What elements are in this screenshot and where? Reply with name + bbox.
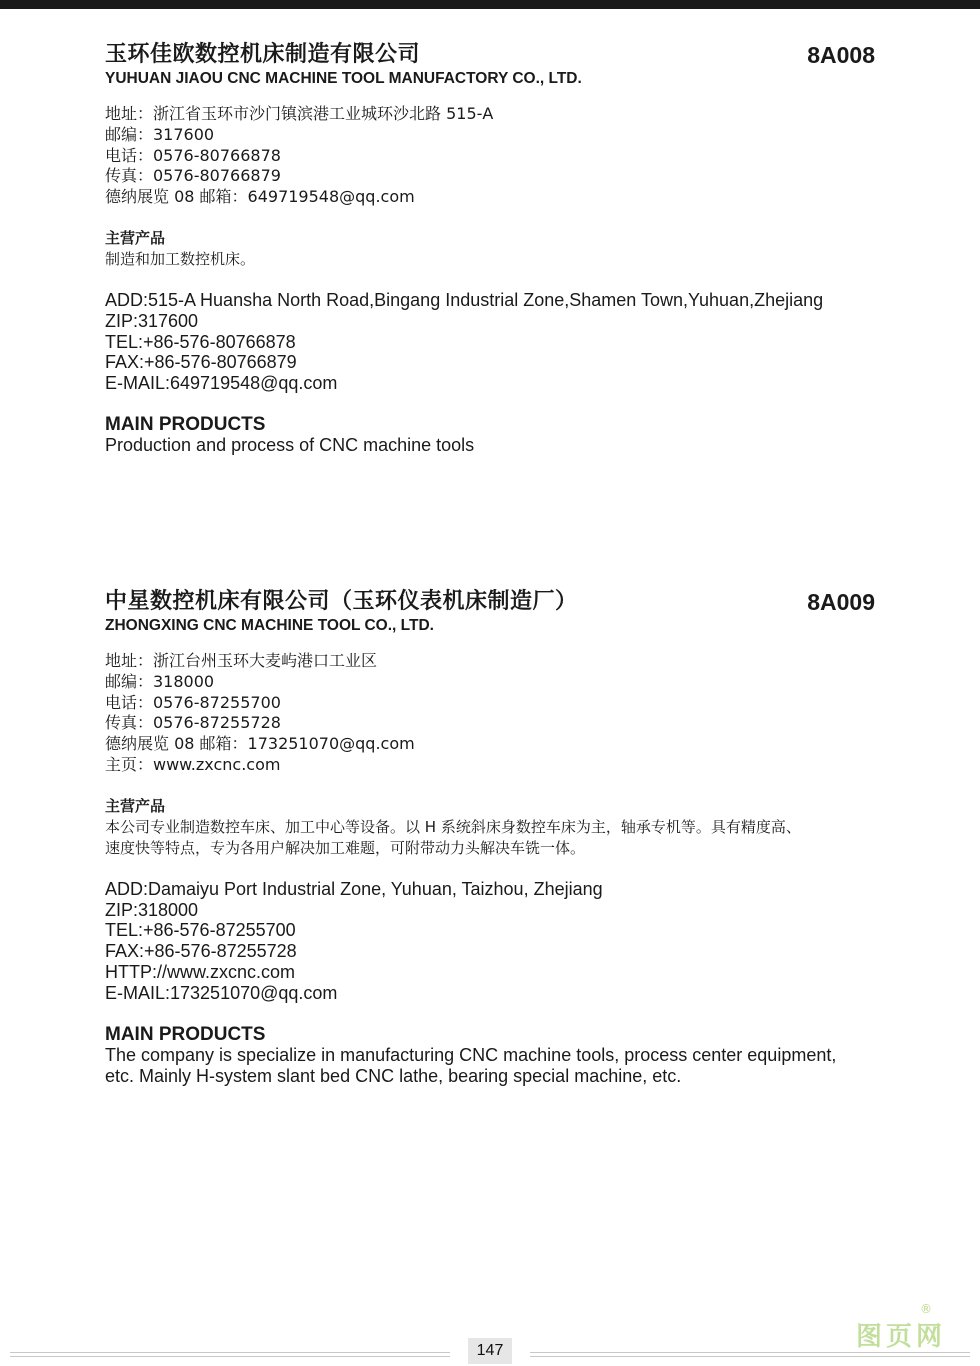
contact-list-cn [105, 651, 880, 776]
website-en: HTTP://www.zxcnc.com [105, 961, 296, 982]
homepage-cn: 主页：www.zxcnc.com [105, 754, 281, 774]
contact-list-cn [105, 104, 880, 208]
phone-cn: 电话：0576-80766878 [105, 145, 281, 165]
title-row [105, 587, 880, 617]
products-heading-cn: 主营产品 [105, 228, 166, 247]
phone-en: TEL:+86-576-80766878 [105, 331, 296, 352]
products-heading-en: MAIN PRODUCTS [105, 1023, 266, 1045]
products-heading-cn: 主营产品 [105, 796, 166, 815]
registered-mark: ® [920, 1302, 932, 1316]
email-en: E-MAIL:649719548@qq.com [105, 373, 338, 394]
footer-rule-left [10, 1352, 450, 1357]
address-en: ADD:Damaiyu Port Industrial Zone, Yuhuan, Taizhou, Zhejiang [105, 878, 603, 899]
products-heading-en: MAIN PRODUCTS [105, 413, 266, 435]
fax-cn: 传真：0576-80766879 [105, 166, 281, 186]
phone-cn: 电话：0576-87255700 [105, 692, 281, 712]
fax-en: FAX:+86-576-87255728 [105, 941, 297, 962]
page-footer [0, 1330, 980, 1366]
zip-cn: 邮编：318000 [105, 671, 215, 691]
page-number: 147 [468, 1338, 512, 1364]
products-desc-cn: 制造和加工数控机床。 [105, 249, 256, 268]
email-cn: 德纳展览 08 邮箱：173251070@qq.com [105, 734, 415, 754]
phone-en: TEL:+86-576-87255700 [105, 920, 296, 941]
top-rule [0, 0, 980, 9]
company-entry [105, 587, 880, 1087]
address-cn: 地址：浙江省玉环市沙门镇滨港工业城环沙北路 515-A [105, 104, 494, 123]
zip-cn: 邮编：317600 [105, 124, 215, 144]
company-name-en: YUHUAN JIAOU CNC MACHINE TOOL MANUFACTORY CO., LTD. [105, 70, 582, 87]
email-en: E-MAIL:173251070@qq.com [105, 982, 338, 1003]
address-cn: 地址：浙江台州玉环大麦屿港口工业区 [105, 651, 378, 670]
company-name-cn: 中星数控机床有限公司（玉环仪表机床制造厂） [105, 589, 578, 614]
booth-number: 8A008 [807, 42, 875, 68]
products-desc-en: The company is specialize in manufacturing CNC machine tools, process center equipment, etc. Mainly H-system slant bed CNC lathe, bearing special machine, etc. [105, 1044, 837, 1086]
watermark-logo: 图页网 [856, 1322, 947, 1352]
zip-en: ZIP:317600 [105, 310, 199, 331]
contact-list-en [105, 290, 880, 394]
products-desc-en: Production and process of CNC machine tools [105, 434, 475, 455]
email-cn: 德纳展览 08 邮箱：649719548@qq.com [105, 187, 415, 207]
zip-en: ZIP:318000 [105, 899, 199, 920]
booth-number: 8A009 [807, 589, 875, 615]
title-row [105, 40, 880, 70]
products-desc-cn: 本公司专业制造数控车床、加工中心等设备。以 H 系统斜床身数控车床为主，轴承专机等。具有精度高、 速度快等特点，专为各用户解决加工难题，可附带动力头解决车铣一体。 [105, 817, 801, 857]
contact-list-en [105, 879, 880, 1004]
fax-en: FAX:+86-576-80766879 [105, 352, 297, 373]
address-en: ADD:515-A Huansha North Road,Bingang Industrial Zone,Shamen Town,Yuhuan,Zhejiang [105, 289, 824, 310]
company-name-cn: 玉环佳欧数控机床制造有限公司 [105, 42, 421, 67]
company-entry [105, 40, 880, 456]
fax-cn: 传真：0576-87255728 [105, 713, 281, 733]
company-name-en: ZHONGXING CNC MACHINE TOOL CO., LTD. [105, 617, 434, 634]
